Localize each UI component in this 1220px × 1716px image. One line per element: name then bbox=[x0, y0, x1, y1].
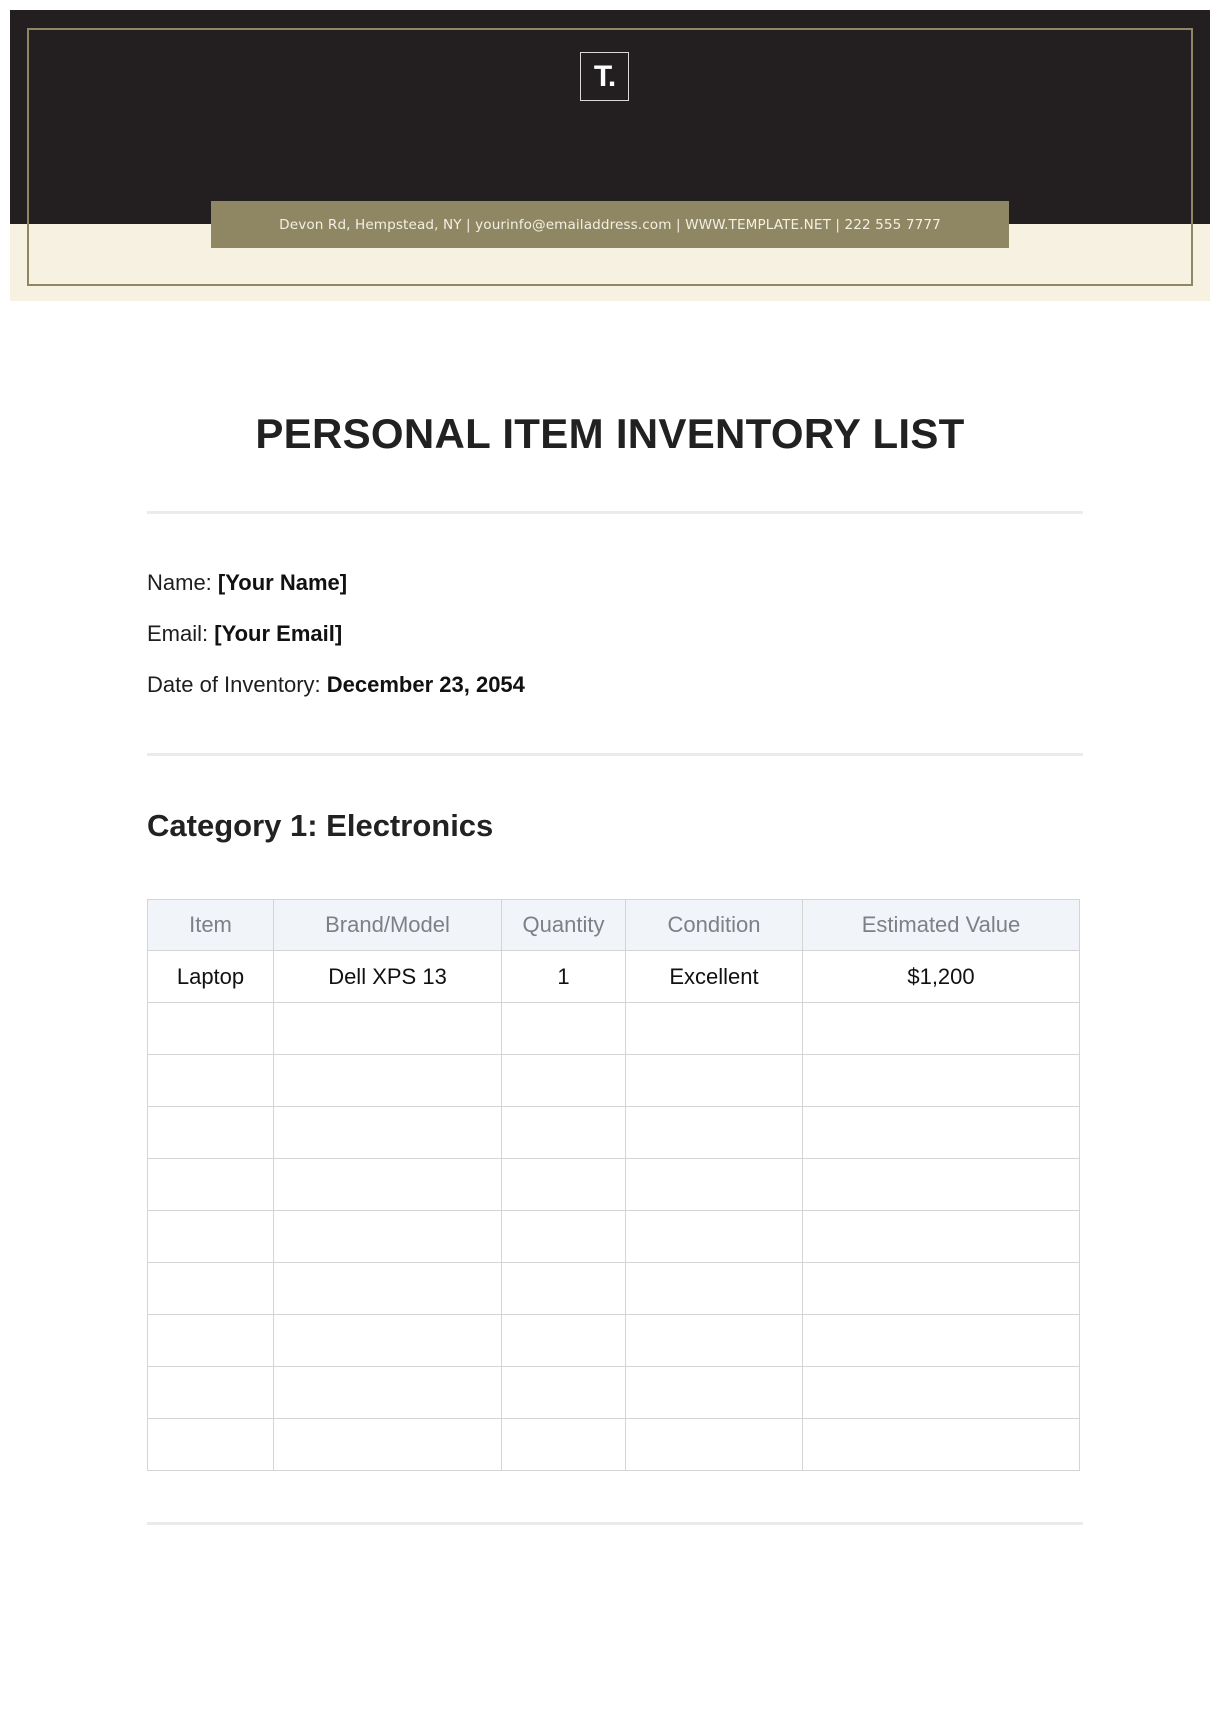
table-header-row bbox=[148, 900, 1080, 951]
table-row bbox=[148, 1055, 1080, 1107]
category-heading: Category 1: Electronics bbox=[147, 808, 494, 843]
table-cell[interactable] bbox=[502, 1003, 626, 1055]
table-cell[interactable] bbox=[274, 1315, 502, 1367]
table-row bbox=[148, 1367, 1080, 1419]
table-row bbox=[148, 1003, 1080, 1055]
info-email bbox=[147, 621, 342, 647]
table-cell[interactable] bbox=[502, 1367, 626, 1419]
table-row bbox=[148, 1263, 1080, 1315]
table-cell[interactable] bbox=[148, 1003, 274, 1055]
table-cell[interactable] bbox=[274, 1263, 502, 1315]
document-title: PERSONAL ITEM INVENTORY LIST bbox=[255, 410, 965, 457]
table-row bbox=[148, 1159, 1080, 1211]
info-label: Date of Inventory: bbox=[147, 672, 327, 697]
table-cell[interactable] bbox=[803, 1003, 1080, 1055]
table-cell[interactable] bbox=[803, 1315, 1080, 1367]
table-cell[interactable] bbox=[274, 1419, 502, 1471]
table-cell[interactable] bbox=[148, 1055, 274, 1107]
table-cell[interactable] bbox=[626, 1159, 803, 1211]
table-cell[interactable] bbox=[148, 1159, 274, 1211]
table-cell[interactable] bbox=[803, 1159, 1080, 1211]
info-value: December 23, 2054 bbox=[326, 672, 525, 697]
table-cell[interactable] bbox=[626, 1263, 803, 1315]
table-cell[interactable] bbox=[626, 1055, 803, 1107]
table-cell[interactable] bbox=[502, 1055, 626, 1107]
table-cell[interactable] bbox=[803, 1107, 1080, 1159]
contact-info: Devon Rd, Hempstead, NY | yourinfo@emailaddress.com | WWW.TEMPLATE.NET | 222 555 7777 bbox=[279, 216, 941, 233]
table-cell[interactable] bbox=[502, 1107, 626, 1159]
table-cell[interactable] bbox=[274, 1055, 502, 1107]
table-cell[interactable] bbox=[626, 1003, 803, 1055]
table-row bbox=[148, 951, 1080, 1003]
divider bbox=[147, 753, 1083, 756]
table-cell[interactable] bbox=[803, 1263, 1080, 1315]
info-date bbox=[147, 672, 525, 698]
column-header-item: Item bbox=[148, 900, 274, 951]
info-label: Email: bbox=[147, 621, 215, 646]
table-cell[interactable] bbox=[626, 1367, 803, 1419]
table-cell[interactable] bbox=[626, 1419, 803, 1471]
divider bbox=[147, 1522, 1083, 1525]
table-cell[interactable]: Dell XPS 13 bbox=[274, 951, 502, 1003]
info-value: [Your Email] bbox=[214, 621, 343, 646]
table-cell[interactable] bbox=[626, 1211, 803, 1263]
table-cell[interactable] bbox=[274, 1159, 502, 1211]
logo-icon: T. bbox=[593, 59, 616, 93]
table-cell[interactable] bbox=[803, 1367, 1080, 1419]
divider bbox=[147, 511, 1083, 514]
table-cell[interactable] bbox=[274, 1107, 502, 1159]
info-name bbox=[147, 570, 347, 596]
table-cell[interactable] bbox=[274, 1211, 502, 1263]
inventory-table bbox=[147, 899, 1080, 1471]
table-row bbox=[148, 1107, 1080, 1159]
table-cell[interactable] bbox=[148, 1263, 274, 1315]
table-cell[interactable] bbox=[626, 1315, 803, 1367]
table-cell[interactable] bbox=[148, 1211, 274, 1263]
info-value: [Your Name] bbox=[217, 570, 348, 595]
table-cell[interactable] bbox=[502, 1419, 626, 1471]
table-cell[interactable] bbox=[502, 1211, 626, 1263]
table-cell[interactable] bbox=[803, 1211, 1080, 1263]
info-label: Name: bbox=[147, 570, 218, 595]
table-cell[interactable] bbox=[803, 1419, 1080, 1471]
table-cell[interactable]: Excellent bbox=[626, 951, 803, 1003]
logo bbox=[580, 52, 629, 101]
table-cell[interactable] bbox=[502, 1159, 626, 1211]
table-cell[interactable] bbox=[148, 1315, 274, 1367]
table-cell[interactable] bbox=[148, 1107, 274, 1159]
table-row bbox=[148, 1315, 1080, 1367]
table-cell[interactable]: $1,200 bbox=[803, 951, 1080, 1003]
table-cell[interactable]: Laptop bbox=[148, 951, 274, 1003]
table-cell[interactable] bbox=[148, 1367, 274, 1419]
table-cell[interactable] bbox=[148, 1419, 274, 1471]
table-row bbox=[148, 1419, 1080, 1471]
column-header-brand-model: Brand/Model bbox=[274, 900, 502, 951]
column-header-estimated-value: Estimated Value bbox=[803, 900, 1080, 951]
table-cell[interactable] bbox=[502, 1263, 626, 1315]
table-cell[interactable] bbox=[274, 1003, 502, 1055]
column-header-quantity: Quantity bbox=[502, 900, 626, 951]
table-cell[interactable] bbox=[803, 1055, 1080, 1107]
table-cell[interactable] bbox=[274, 1367, 502, 1419]
table-row bbox=[148, 1211, 1080, 1263]
table-cell[interactable] bbox=[502, 1315, 626, 1367]
table-cell[interactable] bbox=[626, 1107, 803, 1159]
contact-bar bbox=[211, 201, 1009, 248]
column-header-condition: Condition bbox=[626, 900, 803, 951]
table-cell[interactable]: 1 bbox=[502, 951, 626, 1003]
